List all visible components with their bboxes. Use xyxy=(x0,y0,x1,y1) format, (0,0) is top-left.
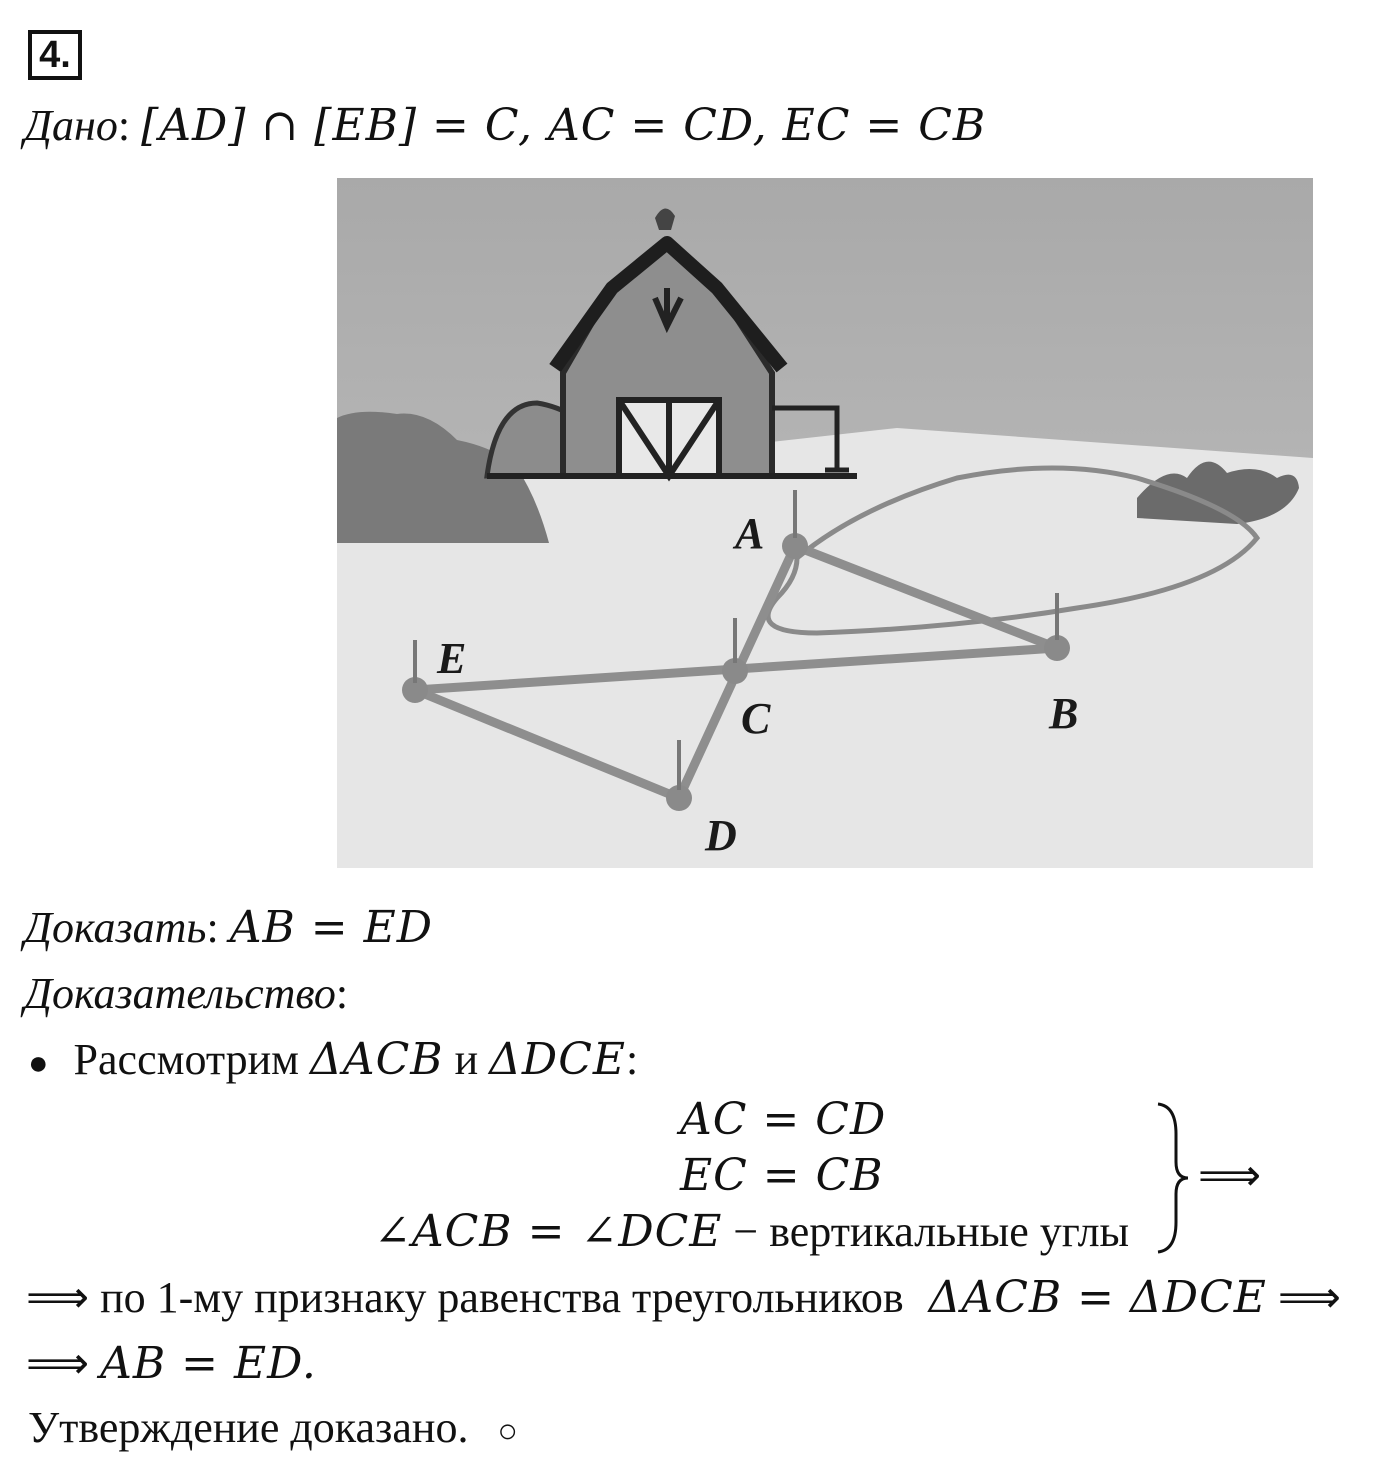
angle-note: − вертикальные углы xyxy=(733,1207,1130,1256)
conclusion-line xyxy=(26,1270,1341,1326)
conj-text: и xyxy=(454,1035,479,1084)
proof-heading: Доказательство: xyxy=(24,969,349,1018)
given-line: Дано: [AD] ∩ [EB] = C, AC = CD, EC = CB xyxy=(24,100,987,151)
angle-equality: ∠ACB = ∠DCE xyxy=(374,1206,723,1257)
label-A: A xyxy=(735,509,765,558)
right-brace xyxy=(1152,1098,1196,1258)
final-statement: Утверждение доказано. xyxy=(28,1403,469,1452)
condition-angles xyxy=(374,1204,1129,1260)
implies-arrow-brace: ⟹ xyxy=(1198,1150,1262,1201)
prove-statement: AB = ED xyxy=(229,902,434,953)
problem-number: 4. xyxy=(28,30,82,80)
implies-arrow-result: ⟹ xyxy=(26,1338,90,1389)
farm-figure xyxy=(337,178,1313,868)
label-B: B xyxy=(1049,689,1079,738)
consider-line: ● Рассмотрим ΔACB и ΔDCE: xyxy=(28,1034,639,1085)
triangle-acb: ΔACB xyxy=(310,1034,444,1085)
result-line xyxy=(26,1336,317,1392)
conclusion-text: по 1-му признаку равенства треугольников xyxy=(100,1273,904,1322)
prove-label: Доказать xyxy=(24,903,207,952)
bullet: ● xyxy=(28,1045,49,1082)
implies-arrow: ⟹ xyxy=(26,1272,90,1323)
sky xyxy=(337,178,1313,468)
final-line xyxy=(28,1400,518,1460)
triangle-dce: ΔDCE xyxy=(489,1034,626,1085)
consider-text: Рассмотрим xyxy=(73,1035,300,1084)
label-E: E xyxy=(437,634,467,683)
label-C: C xyxy=(741,694,771,743)
end-mark: ○ xyxy=(497,1413,518,1450)
given-statement: [AD] ∩ [EB] = C, AC = CD, EC = CB xyxy=(141,100,987,151)
condition-ec-cb: EC = CB xyxy=(680,1150,884,1201)
result-statement: AB = ED. xyxy=(100,1338,317,1389)
implies-arrow-end: ⟹ xyxy=(1277,1272,1341,1323)
proof-label: Доказательство xyxy=(24,969,336,1018)
condition-ac-cd: AC = CD xyxy=(680,1094,887,1145)
given-label: Дано xyxy=(24,101,118,150)
label-D: D xyxy=(705,811,737,860)
prove-line: Доказать: AB = ED xyxy=(24,902,434,953)
conclusion-math: ΔACB = ΔDCE xyxy=(928,1272,1267,1323)
